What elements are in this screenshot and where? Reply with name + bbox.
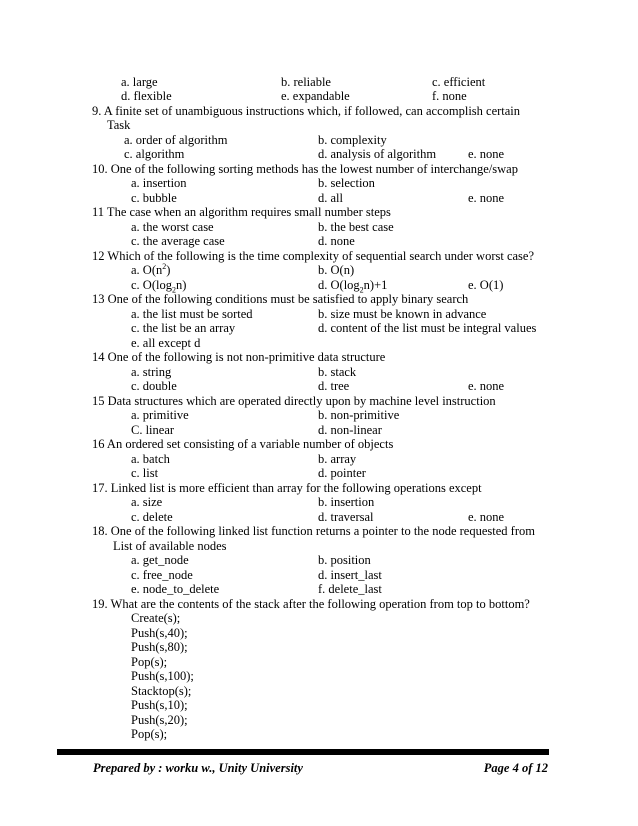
text-run: e. none [468, 379, 505, 393]
text-run: 16 An ordered set consisting of a variable number of objects [92, 437, 394, 451]
text-line [131, 727, 167, 741]
answer-option [432, 89, 467, 103]
answer-option [468, 510, 504, 524]
text-line [113, 539, 227, 553]
answer-option [318, 234, 355, 248]
text-run: 19. What are the contents of the stack after the following operation from top to bottom? [92, 597, 530, 611]
text-line [92, 481, 482, 495]
text-run: f. delete_last [318, 582, 382, 596]
text-run: Push(s,20); [131, 713, 188, 727]
text-run: b. stack [318, 365, 357, 379]
answer-option [131, 234, 225, 248]
text-run: d. none [318, 234, 355, 248]
answer-option [131, 379, 177, 393]
answer-option [131, 365, 171, 379]
answer-option [468, 191, 504, 205]
text-run: e. all except d [131, 336, 201, 350]
text-run: Push(s,10); [131, 698, 188, 712]
answer-option [281, 75, 331, 89]
text-run: 13 One of the following conditions must be satisfied to apply binary search [92, 292, 469, 306]
text-run: e. expandable [281, 89, 350, 103]
text-run: Push(s,40); [131, 626, 188, 640]
answer-option [124, 147, 184, 161]
text-run: e. none [468, 191, 505, 205]
text-line [107, 118, 130, 132]
answer-option [318, 278, 388, 295]
answer-option [318, 379, 349, 393]
text-run: a. batch [131, 452, 170, 466]
answer-option [318, 133, 387, 147]
text-run: b. O(n) [318, 263, 355, 277]
answer-option [121, 75, 158, 89]
answer-option [121, 89, 172, 103]
text-run: e. node_to_delete [131, 582, 220, 596]
text-line [131, 669, 194, 683]
text-line [131, 611, 180, 625]
answer-option [318, 466, 366, 480]
text-run: d. content of the list must be integral values [318, 321, 537, 335]
text-run: e. none [468, 147, 505, 161]
text-line [131, 655, 167, 669]
text-line [92, 437, 393, 451]
text-line [92, 394, 496, 408]
answer-option [131, 495, 162, 509]
answer-option [318, 263, 354, 277]
text-run: e. none [468, 510, 505, 524]
text-run: Push(s,100); [131, 669, 194, 683]
answer-option [318, 553, 371, 567]
text-run: b. complexity [318, 133, 387, 147]
text-run: c. algorithm [124, 147, 185, 161]
text-line [131, 684, 191, 698]
answer-option [318, 495, 374, 509]
text-run: d. non-linear [318, 423, 382, 437]
answer-option [318, 220, 394, 234]
text-run: 12 Which of the following is the time complexity of sequential search under worst case? [92, 249, 535, 263]
text-run: a. the list must be sorted [131, 307, 253, 321]
answer-option [468, 379, 504, 393]
text-run: 18. One of the following linked list function returns a pointer to the node requested from [92, 524, 535, 538]
answer-option [131, 582, 219, 596]
answer-option [468, 147, 504, 161]
text-line [92, 249, 534, 263]
text-run: c. free_node [131, 568, 193, 582]
text-run: a. primitive [131, 408, 189, 422]
text-line [131, 698, 188, 712]
text-run: 17. Linked list is more efficient than array for the following operations except [92, 481, 482, 495]
answer-option [131, 176, 187, 190]
text-run: b. array [318, 452, 357, 466]
answer-option [131, 263, 170, 277]
text-run: d. flexible [121, 89, 172, 103]
text-run: d. O(log [318, 278, 360, 292]
text-line [131, 640, 188, 654]
answer-option [318, 568, 382, 582]
answer-option [318, 452, 356, 466]
text-run: f. none [432, 89, 467, 103]
text-line [92, 292, 468, 306]
answer-option [318, 321, 536, 335]
answer-option [131, 307, 253, 321]
answer-option [131, 408, 189, 422]
answer-option [318, 408, 399, 422]
answer-option [131, 568, 193, 582]
answer-option [318, 582, 382, 596]
text-run: d. pointer [318, 466, 366, 480]
text-run: List of available nodes [113, 539, 227, 553]
answer-option [318, 147, 436, 161]
text-run: d. analysis of algorithm [318, 147, 437, 161]
answer-option [318, 176, 375, 190]
footer-rule [57, 749, 549, 755]
text-run: Pop(s); [131, 727, 168, 741]
text-line [92, 524, 535, 538]
text-line [131, 336, 200, 350]
answer-option [131, 220, 214, 234]
text-run: Create(s); [131, 611, 181, 625]
text-line [92, 350, 385, 364]
text-line [92, 162, 518, 176]
answer-option [124, 133, 227, 147]
text-run: b. non-primitive [318, 408, 400, 422]
text-run: 15 Data structures which are operated directly upon by machine level instruction [92, 394, 496, 408]
text-run: 9. A finite set of unambiguous instructions which, if followed, can accomplish certain [92, 104, 521, 118]
text-run: c. double [131, 379, 177, 393]
text-run: c. O(log [131, 278, 172, 292]
text-run: c. efficient [432, 75, 486, 89]
answer-option [131, 553, 189, 567]
text-run: c. the average case [131, 234, 225, 248]
footer-page-number: Page 4 of 12 [483, 761, 548, 775]
text-run: c. delete [131, 510, 173, 524]
text-run: c. bubble [131, 191, 177, 205]
text-run: a. O(n [131, 263, 163, 277]
answer-option [131, 423, 174, 437]
text-run: a. large [121, 75, 158, 89]
text-line [131, 626, 188, 640]
text-run: b. selection [318, 176, 375, 190]
text-run: Stacktop(s); [131, 684, 192, 698]
text-run: 11 The case when an algorithm requires small number steps [92, 205, 391, 219]
text-run: b. position [318, 553, 371, 567]
text-run: d. tree [318, 379, 350, 393]
answer-option [131, 510, 173, 524]
text-run: a. size [131, 495, 163, 509]
text-run: d. traversal [318, 510, 374, 524]
answer-option [318, 307, 486, 321]
text-line [92, 104, 520, 118]
answer-option [318, 191, 343, 205]
text-run: b. insertion [318, 495, 375, 509]
text-run: d. all [318, 191, 343, 205]
text-run: a. insertion [131, 176, 187, 190]
answer-option [131, 466, 158, 480]
answer-option [318, 423, 382, 437]
text-run: 10. One of the following sorting methods has the lowest number of interchange/swap [92, 162, 518, 176]
answer-option [468, 278, 503, 292]
text-run: a. the worst case [131, 220, 214, 234]
text-run: e. O(1) [468, 278, 504, 292]
subscript: 2 [171, 285, 176, 295]
answer-option [131, 321, 235, 335]
footer-author: Prepared by : worku w., Unity University [93, 761, 303, 775]
text-run: C. linear [131, 423, 175, 437]
text-run: a. get_node [131, 553, 189, 567]
answer-option [318, 365, 356, 379]
text-line [92, 205, 391, 219]
answer-option [131, 452, 170, 466]
answer-option [432, 75, 485, 89]
answer-option [318, 510, 374, 524]
text-run: b. size must be known in advance [318, 307, 487, 321]
text-run: Pop(s); [131, 655, 168, 669]
text-line [92, 597, 530, 611]
text-run: n) [175, 278, 187, 292]
text-run: c. list [131, 466, 159, 480]
text-run: a. string [131, 365, 172, 379]
text-run: 14 One of the following is not non-primitive data structure [92, 350, 386, 364]
text-run: b. reliable [281, 75, 331, 89]
text-run: b. the best case [318, 220, 394, 234]
text-run: n)+1 [363, 278, 388, 292]
text-run: ) [166, 263, 171, 277]
answer-option [131, 278, 187, 295]
answer-option [281, 89, 350, 103]
answer-option [131, 191, 177, 205]
text-line [131, 713, 188, 727]
superscript: 2 [162, 261, 167, 271]
text-run: a. order of algorithm [124, 133, 228, 147]
text-run: c. the list be an array [131, 321, 236, 335]
text-run: Task [107, 118, 131, 132]
text-run: d. insert_last [318, 568, 382, 582]
text-run: Push(s,80); [131, 640, 188, 654]
subscript: 2 [359, 285, 364, 295]
